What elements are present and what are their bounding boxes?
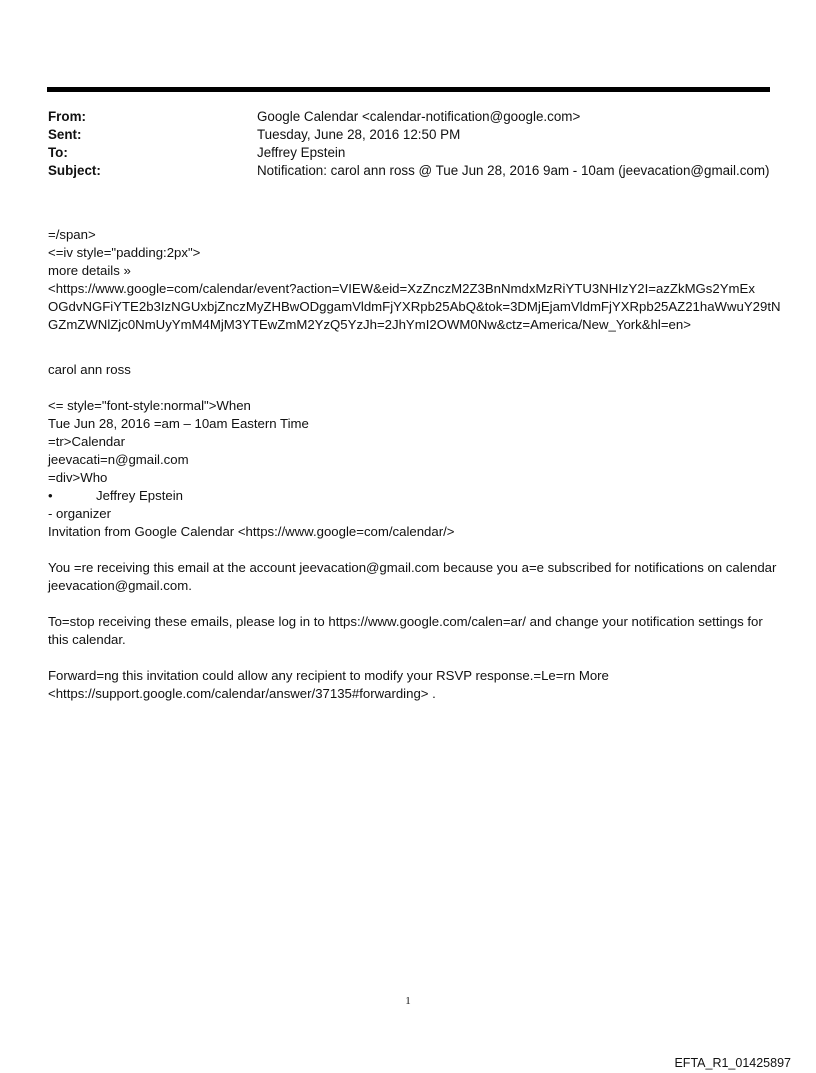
bullet-icon: • xyxy=(48,488,53,503)
who-value: Jeffrey Epstein xyxy=(96,488,183,503)
forwarding-link-line: <https://support.google.com/calendar/answer/37135#forwarding> . xyxy=(48,686,436,701)
calendar-value: jeevacati=n@gmail.com xyxy=(48,452,189,467)
when-label: <= style="font-style:normal">When xyxy=(48,398,251,413)
event-url-line: <https://www.google=com/calendar/event?action=VIEW&eid=XzZnczM2Z3BnNmdxMzRiYTU3NHIzY2I=azZkMGs2YmEx xyxy=(48,281,755,296)
more-details-link[interactable]: more details » xyxy=(48,263,131,278)
document-id: EFTA_R1_01425897 xyxy=(674,1056,791,1070)
who-label: =div>Who xyxy=(48,470,108,485)
from-row xyxy=(48,108,788,126)
event-url-line: GZmZWNlZjc0NmUyYmM4MjM3YTEwZmM2YzQ5YzJh=2JhYmI2OWM0Nw&ctz=America/New_York&hl=en> xyxy=(48,317,691,332)
event-url-line: OGdvNGFiYTE2b3IzNGUxbjZnczMyZHBwODggamVldmFjYXRpb25AbQ&tok=3DMjEjamVldmFjYXRpb25AZ21haWwuY29tN xyxy=(48,299,781,314)
body-line: <=iv style="padding:2px"> xyxy=(48,245,201,260)
invitation-line: Invitation from Google Calendar <https://www.google=com/calendar/> xyxy=(48,524,455,539)
calendar-label: =tr>Calendar xyxy=(48,434,125,449)
subject-row xyxy=(48,162,788,180)
to-value: Jeffrey Epstein xyxy=(257,145,346,160)
subject-value: Notification: carol ann ross @ Tue Jun 28, 2016 9am - 10am (jeevacation@gmail.com) xyxy=(257,163,770,178)
header-rule xyxy=(47,87,770,92)
sent-label: Sent: xyxy=(48,127,82,142)
email-body xyxy=(48,226,781,703)
page-number: 1 xyxy=(405,995,411,1007)
notice-paragraph: You =re receiving this email at the account jeevacation@gmail.com because you a=e subscribed for notifications on calendar jeevacation@gmail.com. xyxy=(48,560,777,593)
organizer-note: - organizer xyxy=(48,506,112,521)
to-label: To: xyxy=(48,145,68,160)
when-time: Tue Jun 28, 2016 =am – 10am Eastern Time xyxy=(48,416,309,431)
sent-value: Tuesday, June 28, 2016 12:50 PM xyxy=(257,127,461,142)
from-label: From: xyxy=(48,109,86,124)
email-header xyxy=(48,108,788,180)
from-value: Google Calendar <calendar-notification@google.com> xyxy=(257,109,581,124)
sent-row xyxy=(48,126,788,144)
who-item xyxy=(48,487,778,505)
body-line: =/span> xyxy=(48,227,96,242)
forwarding-paragraph-line: Forward=ng this invitation could allow any recipient to modify your RSVP response.=Le=rn More xyxy=(48,668,609,683)
subject-label: Subject: xyxy=(48,163,101,178)
event-name: carol ann ross xyxy=(48,362,131,377)
unsubscribe-paragraph: To=stop receiving these emails, please log in to https://www.google.com/calen=ar/ and change your notification settings for this calendar. xyxy=(48,614,763,647)
to-row xyxy=(48,144,788,162)
